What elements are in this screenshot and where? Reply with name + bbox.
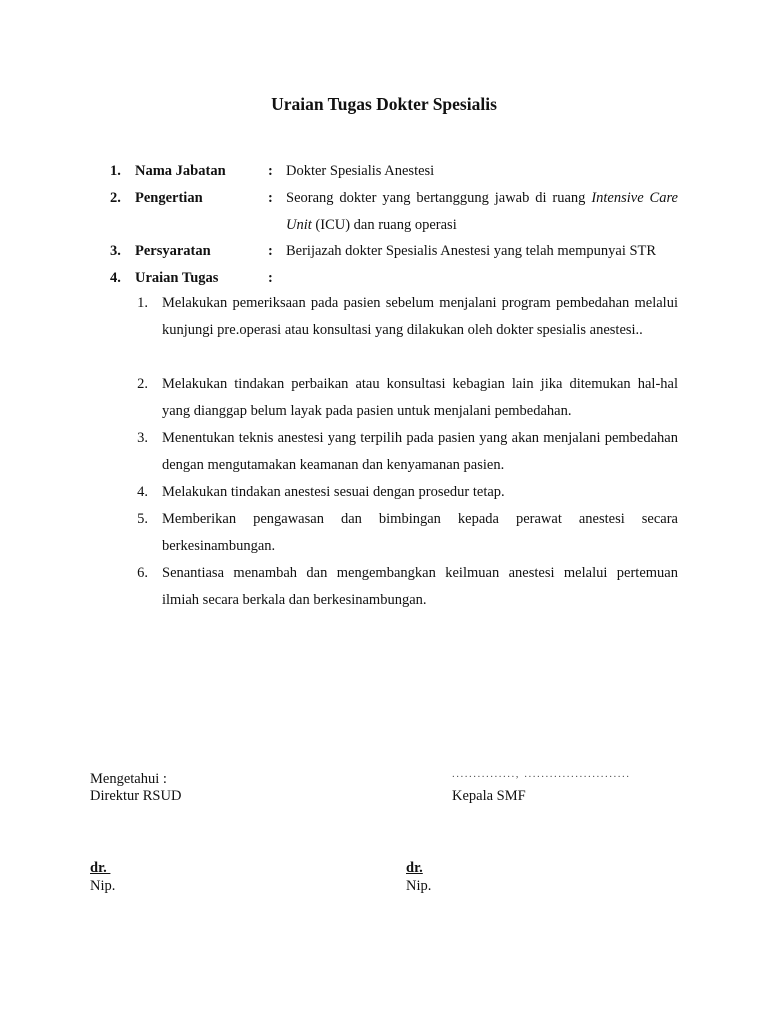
- task-text: Melakukan tindakan anestesi sesuai dengan prosedur tetap.: [162, 484, 505, 500]
- task-number: 3.: [137, 430, 148, 446]
- value-text: Seorang dokter yang bertanggung jawab di ruang: [286, 190, 592, 206]
- signature-kepala-smf: Kepala SMF: [452, 788, 526, 804]
- info-colon: :: [268, 243, 273, 259]
- signature-right-nip: Nip.: [406, 878, 432, 894]
- signature-mengetahui: Mengetahui :: [90, 771, 167, 787]
- value-text: Dokter Spesialis Anestesi: [286, 163, 435, 179]
- task-text: Melakukan pemeriksaan pada pasien sebelum menjalani program pembedahan melalui kunjungi pre.operasi atau konsultasi yang dilakukan oleh dokter spesialis anestesi..: [162, 295, 678, 338]
- info-number: 3.: [110, 243, 121, 259]
- info-label: Nama Jabatan: [135, 163, 226, 179]
- signature-left-nip: Nip.: [90, 878, 116, 894]
- info-value: [286, 238, 678, 265]
- signature-right-name: dr.: [406, 860, 423, 876]
- info-colon: :: [268, 163, 273, 179]
- document-title: Uraian Tugas Dokter Spesialis: [271, 94, 497, 114]
- info-colon: :: [268, 270, 273, 286]
- info-number: 1.: [110, 163, 121, 179]
- task-text: Memberikan pengawasan dan bimbingan kepada perawat anestesi secara berkesinambungan.: [162, 511, 678, 554]
- info-number: 2.: [110, 190, 121, 206]
- signature-left-name: dr.: [90, 860, 111, 876]
- info-number: 4.: [110, 270, 121, 286]
- info-label: Persyaratan: [135, 243, 211, 259]
- info-value: [286, 185, 678, 238]
- info-value: [286, 158, 678, 185]
- info-colon: :: [268, 190, 273, 206]
- task-number: 1.: [137, 295, 148, 311]
- signature-date-placeholder: ..............., .........................: [452, 768, 631, 780]
- value-text-post: (ICU) dan ruang operasi: [311, 216, 457, 233]
- task-number: 6.: [137, 565, 148, 581]
- task-number: 4.: [137, 484, 148, 500]
- value-italic-text: Intensive Care Unit: [286, 190, 678, 233]
- task-number: 5.: [137, 511, 148, 527]
- signature-direktur: Direktur RSUD: [90, 788, 182, 804]
- task-text: Melakukan tindakan perbaikan atau konsultasi kebagian lain jika ditemukan hal-hal yang dianggap belum layak pada pasien untuk menjalani pembedahan.: [162, 376, 678, 419]
- value-text: Berijazah dokter Spesialis Anestesi yang telah mempunyai STR: [286, 243, 657, 259]
- info-label: Uraian Tugas: [135, 270, 219, 286]
- info-label: Pengertian: [135, 190, 203, 206]
- task-text: Senantiasa menambah dan mengembangkan keilmuan anestesi melalui pertemuan ilmiah secara berkala dan berkesinambungan.: [162, 565, 678, 608]
- task-number: 2.: [137, 376, 148, 392]
- task-text: Menentukan teknis anestesi yang terpilih pada pasien yang akan menjalani pembedahan dengan mengutamakan keamanan dan kenyamanan pasien.: [162, 430, 678, 473]
